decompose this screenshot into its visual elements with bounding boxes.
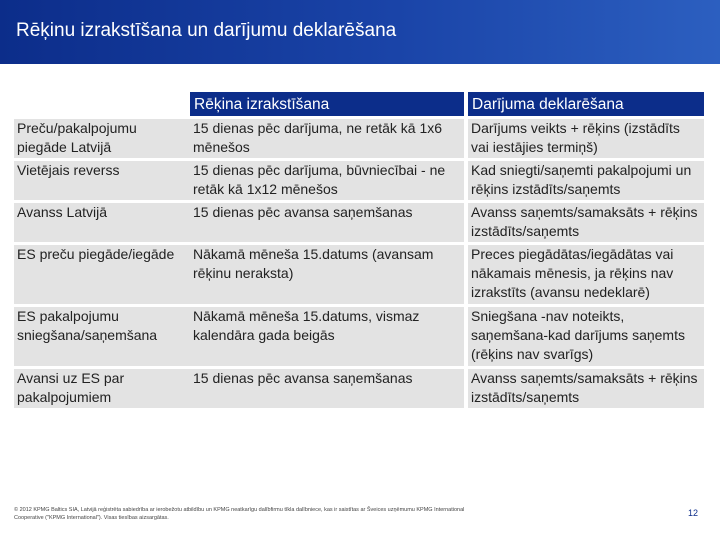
invoice-cell: 15 dienas pēc darījuma, ne retāk kā 1x6 mēnešos xyxy=(190,119,464,158)
declaration-cell: Kad sniegti/saņemti pakalpojumi un rēķins izstādīts/saņemts xyxy=(464,161,704,200)
table-row xyxy=(14,307,704,366)
column-header-declaration: Darījuma deklarēšana xyxy=(464,92,704,116)
declaration-cell: Avanss saņemts/samaksāts + rēķins izstādīts/saņemts xyxy=(464,369,704,408)
slide-title: Rēķinu izrakstīšana un darījumu deklarēšana xyxy=(16,20,397,41)
row-label: ES preču piegāde/iegāde xyxy=(14,245,190,304)
slide-header xyxy=(0,0,720,64)
table-row xyxy=(14,203,704,242)
column-header-invoice: Rēķina izrakstīšana xyxy=(190,92,464,116)
row-label: ES pakalpojumu sniegšana/saņemšana xyxy=(14,307,190,366)
table-row xyxy=(14,119,704,158)
invoice-cell: 15 dienas pēc avansa saņemšanas xyxy=(190,203,464,242)
table-row xyxy=(14,369,704,408)
invoice-cell: Nākamā mēneša 15.datums, vismaz kalendāra gada beigās xyxy=(190,307,464,366)
row-label: Preču/pakalpojumu piegāde Latvijā xyxy=(14,119,190,158)
comparison-table xyxy=(14,89,704,411)
declaration-cell: Darījums veikts + rēķins (izstādīts vai iestājies termiņš) xyxy=(464,119,704,158)
row-label: Avanss Latvijā xyxy=(14,203,190,242)
invoice-cell: Nākamā mēneša 15.datums (avansam rēķinu neraksta) xyxy=(190,245,464,304)
page-number: 12 xyxy=(687,508,698,518)
table-row xyxy=(14,245,704,304)
row-label: Vietējais reverss xyxy=(14,161,190,200)
declaration-cell: Sniegšana -nav noteikts, saņemšana-kad darījums saņemts (rēķins nav svarīgs) xyxy=(464,307,704,366)
declaration-cell: Avanss saņemts/samaksāts + rēķins izstādīts/saņemts xyxy=(464,203,704,242)
table-row xyxy=(14,161,704,200)
row-label: Avansi uz ES par pakalpojumiem xyxy=(14,369,190,408)
invoice-cell: 15 dienas pēc avansa saņemšanas xyxy=(190,369,464,408)
declaration-cell: Preces piegādātas/iegādātas vai nākamais mēnesis, ja rēķins nav izrakstīts (avansu nedeklarē) xyxy=(464,245,704,304)
table-header-row xyxy=(14,92,704,116)
invoice-cell: 15 dienas pēc darījuma, būvniecībai - ne retāk kā 1x12 mēnešos xyxy=(190,161,464,200)
table-header-empty xyxy=(14,92,190,116)
legal-notice: © 2012 KPMG Baltics SIA, Latvijā reģistrēta sabiedrība ar ierobežotu atbildību un KPMG neatkarīgu dalībfirmu tīkla dalībniece, kas ir saistītas ar Šveices uzņēmumu KPMG International Cooperative ("KPMG International"). Visas tiesības aizsargātas. xyxy=(14,507,465,521)
